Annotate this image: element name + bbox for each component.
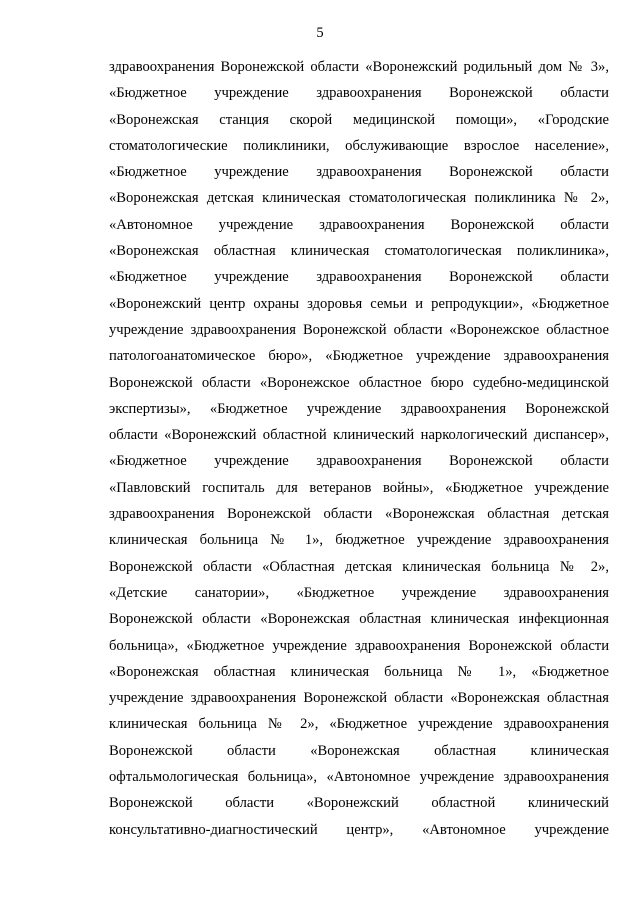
body-text: [109, 54, 609, 843]
text-line: экспертизы», «Бюджетное учреждение здравоохранения Воронежской: [109, 400, 609, 417]
text-line: учреждение здравоохранения Воронежской области «Воронежское областное: [109, 321, 609, 338]
text-line: «Бюджетное учреждение здравоохранения Воронежской области: [109, 269, 609, 286]
text-line: «Павловский госпиталь для ветеранов войны», «Бюджетное учреждение: [109, 479, 609, 496]
text-line: здравоохранения Воронежской области «Воронежский родильный дом № 3»,: [109, 59, 609, 75]
text-line: «Автономное учреждение здравоохранения Воронежской области: [109, 216, 609, 233]
text-line: области «Воронежский областной клинический наркологический диспансер»,: [109, 427, 609, 444]
text-line: Воронежской области «Воронежский областной клинический: [109, 795, 609, 812]
text-line: патологоанатомическое бюро», «Бюджетное учреждение здравоохранения: [109, 348, 609, 365]
text-line: Воронежской области «Воронежская областная клиническая инфекционная: [109, 611, 609, 628]
text-line: «Воронежский центр охраны здоровья семьи и репродукции», «Бюджетное: [109, 295, 609, 312]
text-line: клиническая больница № 2», «Бюджетное учреждение здравоохранения: [109, 716, 609, 733]
text-line: Воронежской области «Воронежское областное бюро судебно-медицинской: [109, 374, 609, 391]
text-line: больница», «Бюджетное учреждение здравоохранения Воронежской области: [109, 637, 609, 654]
text-line: стоматологические поликлиники, обслуживающие взрослое население»,: [109, 137, 609, 154]
text-line: Воронежской области «Воронежская областная клиническая: [109, 742, 609, 759]
text-line: «Воронежская областная клиническая стоматологическая поликлиника»,: [109, 243, 609, 260]
text-line: учреждение здравоохранения Воронежской области «Воронежская областная: [109, 690, 609, 707]
text-line: клиническая больница № 1», бюджетное учреждение здравоохранения: [109, 532, 609, 549]
text-line: «Бюджетное учреждение здравоохранения Воронежской области: [109, 85, 609, 102]
text-line: «Воронежская детская клиническая стоматологическая поликлиника № 2»,: [109, 190, 609, 207]
text-line: «Бюджетное учреждение здравоохранения Воронежской области: [109, 164, 609, 181]
text-line: офтальмологическая больница», «Автономное учреждение здравоохранения: [109, 769, 609, 786]
text-line: «Бюджетное учреждение здравоохранения Воронежской области: [109, 453, 609, 470]
text-line: «Воронежская станция скорой медицинской помощи», «Городские: [109, 111, 609, 128]
text-line: «Воронежская областная клиническая больница № 1», «Бюджетное: [109, 663, 609, 680]
text-line: здравоохранения Воронежской области «Воронежская областная детская: [109, 506, 609, 523]
text-line: Воронежской области «Областная детская клиническая больница № 2»,: [109, 558, 609, 575]
text-line: консультативно-диагностический центр», «Автономное учреждение: [109, 821, 609, 838]
text-line: «Детские санатории», «Бюджетное учреждение здравоохранения: [109, 584, 609, 601]
page-number: 5: [316, 25, 324, 41]
